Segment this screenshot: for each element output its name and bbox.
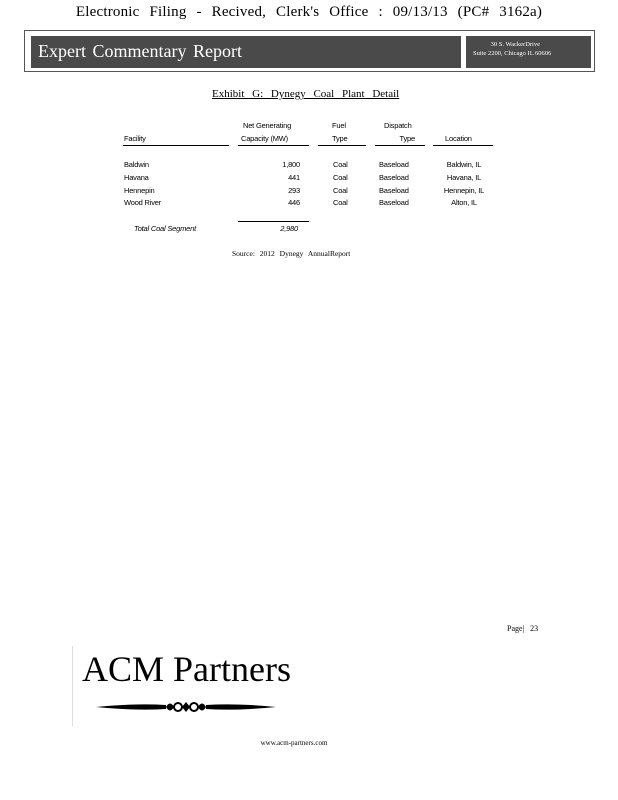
row-dispatch: Baseload xyxy=(379,173,409,182)
total-label: Total Coal Segment xyxy=(134,224,196,233)
header-dispatch-top: Dispatch xyxy=(384,121,412,130)
banner-address-line-1: 30 S. WackerDrive xyxy=(490,41,540,48)
row-fuel: Coal xyxy=(333,198,348,207)
header-fuel-bottom: Type xyxy=(332,134,348,143)
total-value: 2,980 xyxy=(280,224,298,233)
row-capacity: 1,800 xyxy=(282,160,300,169)
logo-divider xyxy=(72,646,73,726)
total-rule xyxy=(238,221,309,222)
header-capacity-bottom: Capacity (MW) xyxy=(241,134,288,143)
header-underline-facility xyxy=(123,145,229,146)
row-facility: Baldwin xyxy=(124,160,149,169)
row-location: Havana, IL xyxy=(446,173,482,182)
header-fuel-top: Fuel xyxy=(332,121,346,130)
row-capacity: 293 xyxy=(288,186,300,195)
logo-flourish-icon xyxy=(96,697,276,717)
filing-header: Electronic Filing - Recived, Clerk's Office : 09/13/13 (PC# 3162a) xyxy=(75,4,543,20)
company-logo: ACM Partners xyxy=(82,649,291,689)
row-fuel: Coal xyxy=(333,160,348,169)
banner-address-line-2: Suite 2200, Chicago IL 60606 xyxy=(473,50,552,57)
row-location: Baldwin, IL xyxy=(446,160,482,169)
banner-title: Expert Commentary Report xyxy=(38,41,242,61)
row-facility: Hennepin xyxy=(124,186,155,195)
source-note: Source: 2012 Dynegy AnnualReport xyxy=(232,249,351,258)
exhibit-title: Exhibit G: Dynegy Coal Plant Detail xyxy=(212,88,400,100)
row-dispatch: Baseload xyxy=(379,198,409,207)
header-underline-location xyxy=(433,145,493,146)
row-location: Alton, IL xyxy=(451,198,477,207)
row-facility: Wood River xyxy=(124,198,162,207)
header-capacity-top: Net Generating xyxy=(243,121,292,130)
header-underline-capacity xyxy=(238,145,309,146)
row-dispatch: Baseload xyxy=(379,160,409,169)
website-link[interactable]: www.acm-partners.com xyxy=(260,739,328,747)
row-fuel: Coal xyxy=(333,173,348,182)
row-dispatch: Baseload xyxy=(379,186,409,195)
row-facility: Havana xyxy=(124,173,149,182)
row-fuel: Coal xyxy=(333,186,348,195)
row-location: Hennepin, IL xyxy=(443,186,485,195)
header-location: Location xyxy=(445,134,472,143)
header-underline-dispatch xyxy=(375,145,425,146)
header-underline-fuel xyxy=(318,145,366,146)
page-number: Page| 23 xyxy=(507,624,539,633)
header-dispatch-bottom: Type xyxy=(399,134,415,143)
header-facility: Facility xyxy=(124,134,146,143)
row-capacity: 441 xyxy=(288,173,300,182)
row-capacity: 446 xyxy=(288,198,300,207)
